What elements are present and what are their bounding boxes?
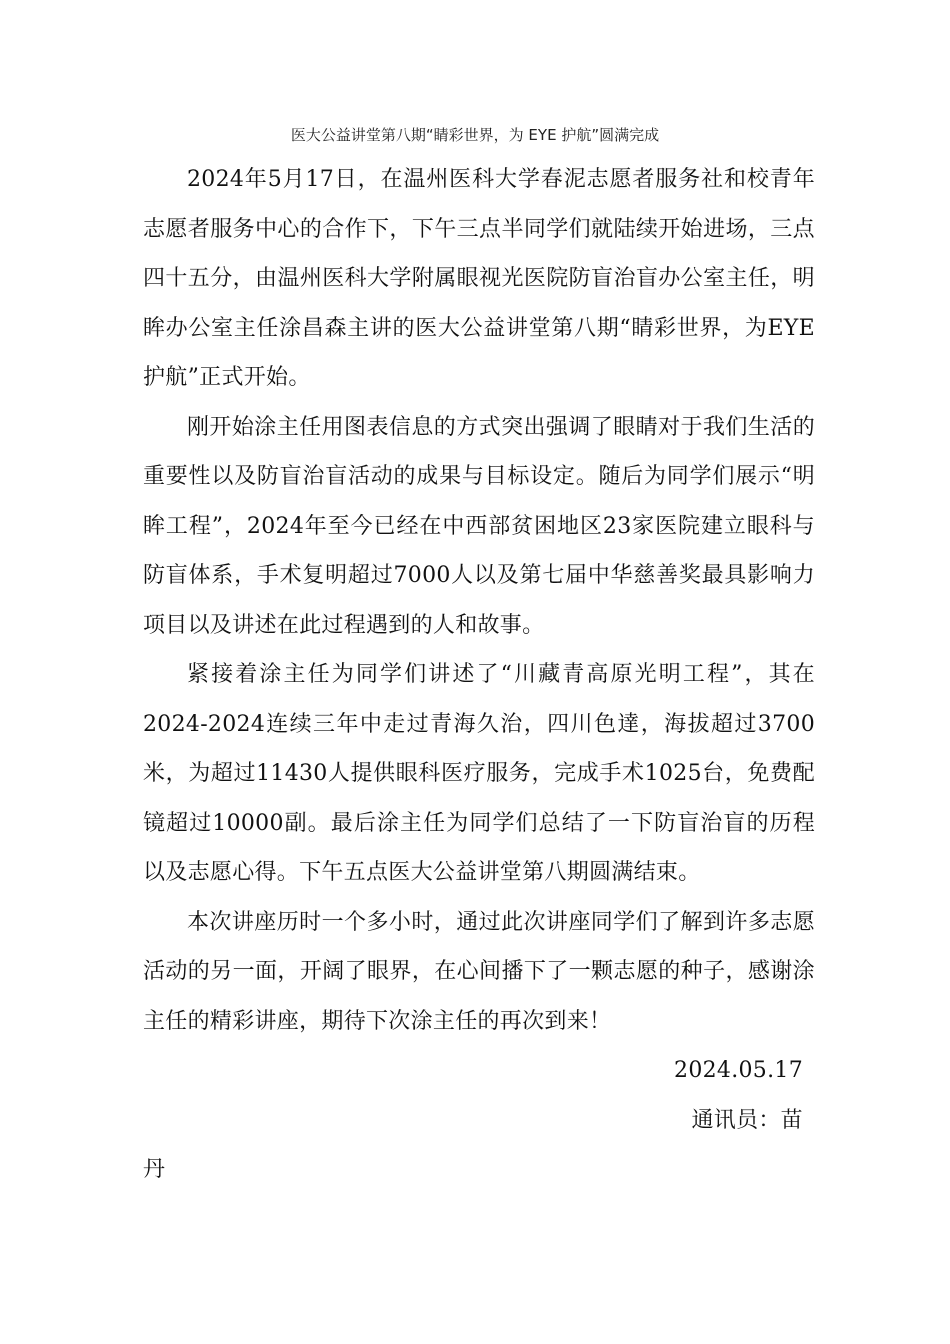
paragraph-2: 刚开始涂主任用图表信息的方式突出强调了眼睛对于我们生活的重要性以及防盲治盲活动的成果与目标设定。随后为同学们展示“明眸工程”，2024年至今已经在中西部贫困地区23家医院建立眼科与防盲体系，手术复明超过7000人以及第七届中华慈善奖最具影响力项目以及讲述在此过程遇到的人和故事。 [143, 414, 815, 638]
paragraph-1: 2024年5月17日，在温州医科大学春泥志愿者服务社和校青年志愿者服务中心的合作下，下午三点半同学们就陆续开始进场，三点四十五分，由温州医科大学附属眼视光医院防盲治盲办公室主任，明眸办公室主任涂昌森主讲的医大公益讲堂第八期“睛彩世界，为EYE护航”正式开始。 [143, 167, 815, 390]
document-date: 2024.05.17 [674, 1058, 803, 1083]
reporter-name-tail: 丹 [143, 1157, 166, 1182]
reporter-line: 通讯员：苗 [691, 1107, 803, 1133]
document-title: 医大公益讲堂第八期“睛彩世界，为 EYE 护航”圆满完成 [290, 126, 660, 144]
document-body [143, 155, 815, 1195]
paragraph-4: 本次讲座历时一个多小时，通过此次讲座同学们了解到许多志愿活动的另一面，开阔了眼界，在心间播下了一颗志愿的种子，感谢涂主任的精彩讲座，期待下次涂主任的再次到来！ [143, 909, 815, 1034]
paragraph-3: 紧接着涂主任为同学们讲述了“川藏青高原光明工程”，其在2024-2024连续三年中走过青海久治，四川色達，海拔超过3700米，为超过11430人提供眼科医疗服务，完成手术1025台，免费配镜超过10000副。最后涂主任为同学们总结了一下防盲治盲的历程以及志愿心得。下午五点医大公益讲堂第八期圆满结束。 [143, 662, 815, 885]
